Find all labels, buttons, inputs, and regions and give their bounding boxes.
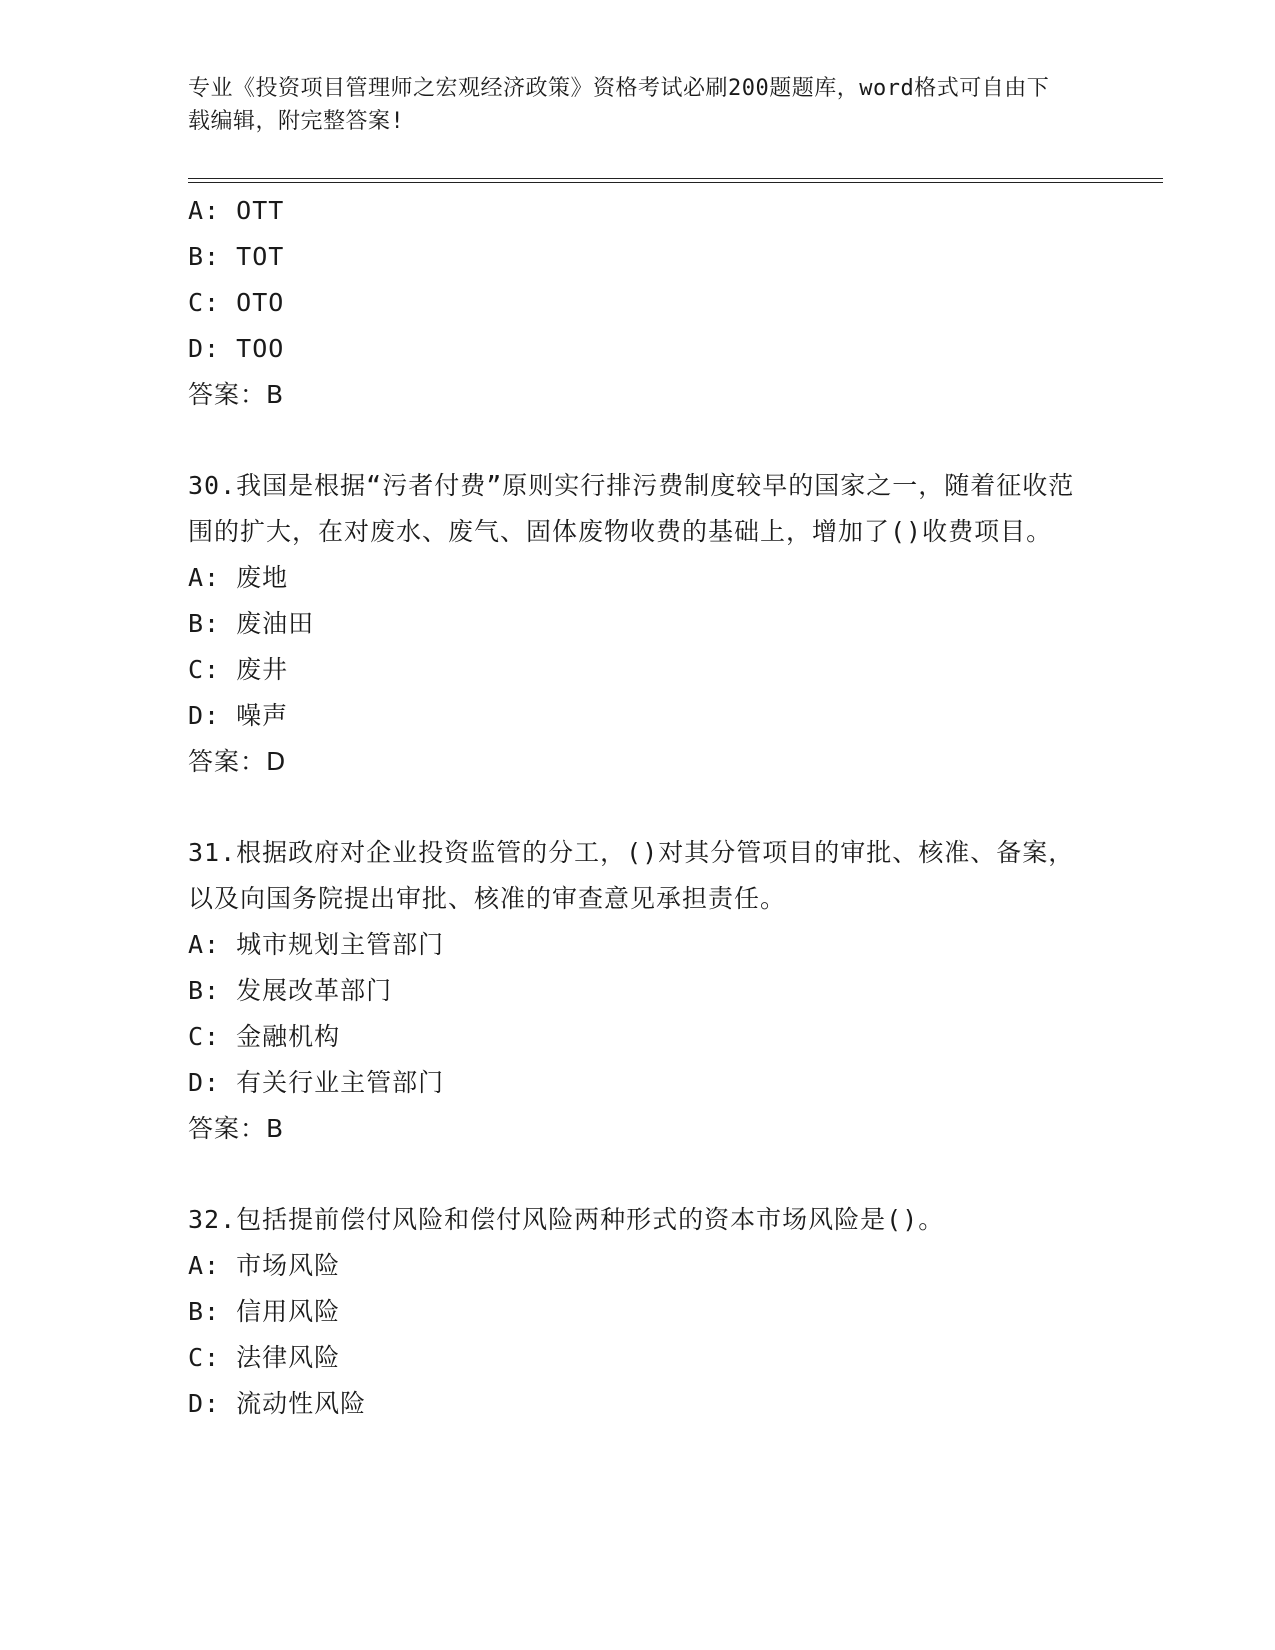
- option-a: A: OTT: [188, 196, 285, 225]
- option-a: A: 废地: [188, 563, 289, 592]
- question-content: [188, 188, 1088, 1427]
- option-d: D: 有关行业主管部门: [188, 1068, 445, 1097]
- option-b: B: 废油田: [188, 609, 315, 638]
- option-a: A: 市场风险: [188, 1251, 341, 1280]
- question-30: [188, 463, 1088, 785]
- question-31: [188, 830, 1088, 1152]
- option-c: C: OTO: [188, 288, 285, 317]
- option-c: C: 金融机构: [188, 1022, 341, 1051]
- option-d: D: 噪声: [188, 701, 289, 730]
- question-32: [188, 1197, 1088, 1427]
- spacer: [188, 418, 1088, 463]
- question-stem: 30.我国是根据“污者付费”原则实行排污费制度较早的国家之一，随着征收范围的扩大，在对废水、废气、固体废物收费的基础上，增加了()收费项目。: [188, 471, 1075, 546]
- question-stem: 32.包括提前偿付风险和偿付风险两种形式的资本市场风险是()。: [188, 1205, 945, 1234]
- option-b: B: 发展改革部门: [188, 976, 393, 1005]
- document-page: [188, 0, 1163, 1650]
- option-d: D: TOO: [188, 334, 285, 363]
- spacer: [188, 1152, 1088, 1197]
- option-d: D: 流动性风险: [188, 1389, 367, 1418]
- option-b: B: 信用风险: [188, 1297, 341, 1326]
- option-c: C: 法律风险: [188, 1343, 341, 1372]
- document-header: 专业《投资项目管理师之宏观经济政策》资格考试必刷200题题库，word格式可自由下载编辑，附完整答案!: [188, 76, 1050, 134]
- option-b: B: TOT: [188, 242, 285, 271]
- answer: 答案：D: [188, 747, 287, 776]
- option-a: A: 城市规划主管部门: [188, 930, 445, 959]
- header-rule: [188, 178, 1163, 183]
- spacer: [188, 785, 1088, 830]
- question-29: [188, 188, 1088, 418]
- option-c: C: 废井: [188, 655, 289, 684]
- answer: 答案：B: [188, 1114, 285, 1143]
- question-stem: 31.根据政府对企业投资监管的分工，()对其分管项目的审批、核准、备案，以及向国务院提出审批、核准的审查意见承担责任。: [188, 838, 1075, 913]
- answer: 答案：B: [188, 380, 285, 409]
